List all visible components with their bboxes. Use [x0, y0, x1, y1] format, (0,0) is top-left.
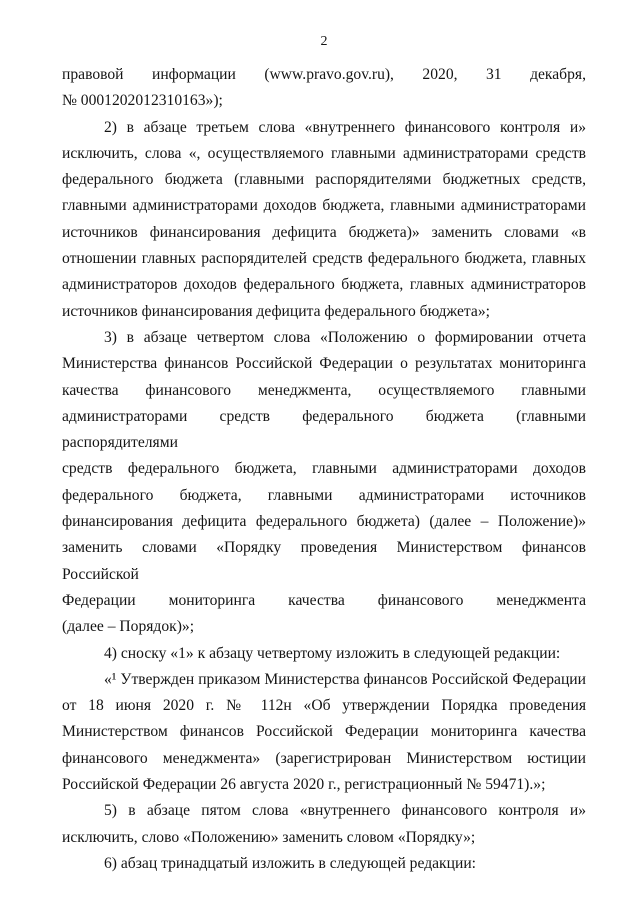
text-line: от 18 июня 2020 г. № 112н «Об утверждении Порядка проведения	[62, 697, 586, 715]
text-line: № 0001202012310163»);	[62, 92, 223, 110]
text-line: источников финансирования дефицита федерального бюджета»;	[62, 302, 490, 320]
text-line: (далее – Порядок)»;	[62, 618, 195, 636]
text-line: качества финансового менеджмента, осуществляемого главными	[62, 381, 586, 399]
text-line: администраторов доходов федерального бюджета, главных администраторов	[62, 276, 586, 294]
document-body	[62, 62, 586, 877]
text-line: финансирования дефицита федерального бюджета) (далее – Положение)»	[62, 513, 586, 531]
text-line: исключить, слово «Положению» заменить словом «Порядку»;	[62, 828, 476, 846]
text-line: федерального бюджета (главными распорядителями бюджетных средств,	[62, 171, 586, 189]
paragraph	[62, 115, 586, 325]
paragraph	[62, 62, 586, 115]
text-line: исключить, слова «, осуществляемого главными администраторами средств	[62, 144, 586, 162]
text-line: 4) сноску «1» к абзацу четвертому изложить в следующей редакции:	[104, 644, 561, 662]
text-line: отношении главных распорядителей средств федерального бюджета, главных	[62, 250, 586, 268]
text-line: 6) абзац тринадцатый изложить в следующей редакции:	[104, 854, 476, 872]
paragraph	[62, 798, 586, 851]
text-line: 2) в абзаце третьем слова «внутреннего финансового контроля и»	[104, 118, 586, 136]
text-line: источников финансирования дефицита бюджета)» заменить словами «в	[62, 223, 586, 241]
paragraph	[62, 325, 586, 641]
paragraph	[62, 851, 586, 877]
text-line: администраторами средств федерального бюджета (главными распорядителями	[62, 407, 586, 452]
text-line: финансового менеджмента» (зарегистрирован Министерством юстиции	[62, 749, 586, 767]
text-line: Российской Федерации 26 августа 2020 г., регистрационный № 59471).»;	[62, 776, 546, 794]
text-line: главными администраторами доходов бюджета, главными администраторами	[62, 197, 586, 215]
text-line: Министерства финансов Российской Федерации о результатах мониторинга	[62, 355, 586, 373]
page-number: 2	[320, 34, 328, 49]
text-line: правовой информации (www.pravo.gov.ru), 2020, 31 декабря,	[62, 66, 586, 83]
text-line: федерального бюджета, главными администраторами источников	[62, 486, 586, 504]
text-line: Федерации мониторинга качества финансового менеджмента	[62, 591, 586, 609]
text-line: заменить словами «Порядку проведения Министерством финансов Российской	[62, 539, 586, 583]
text-line: 5) в абзаце пятом слова «внутреннего финансового контроля и»	[104, 802, 586, 820]
text-line: средств федерального бюджета, главными администраторами доходов	[62, 460, 586, 478]
text-line: 3) в абзаце четвертом слова «Положению о формировании отчета	[104, 328, 586, 346]
text-line: «¹ Утвержден приказом Министерства финансов Российской Федерации	[104, 670, 586, 688]
paragraph	[62, 667, 586, 798]
text-line: Министерством финансов Российской Федерации мониторинга качества	[62, 723, 586, 741]
paragraph	[62, 641, 586, 667]
